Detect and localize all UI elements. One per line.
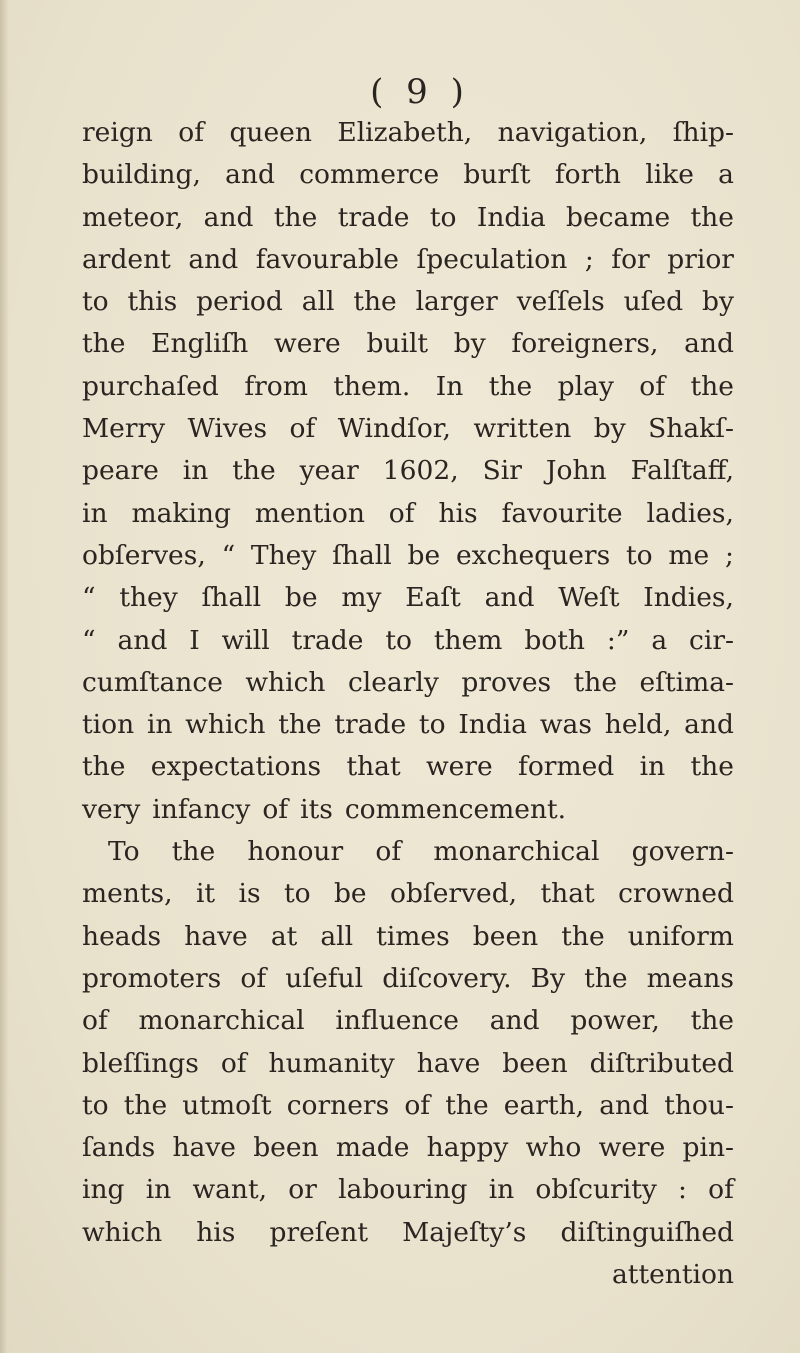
- text-line: peare in the year 1602, Sir John Falſtaff,: [82, 455, 734, 487]
- text-line: reign of queen Elizabeth, navigation, ſhip-: [82, 117, 734, 148]
- text-line: ardent and favourable ſpeculation ; for prior: [82, 243, 734, 275]
- catchword: attention: [612, 1259, 734, 1291]
- text-line: To the honour of monarchical govern-: [108, 836, 734, 868]
- text-line: cumſtance which clearly proves the eſtima-: [82, 666, 734, 698]
- text-line: to the utmoſt corners of the earth, and thou-: [82, 1089, 734, 1121]
- text-line: heads have at all times been the uniform: [82, 920, 734, 952]
- text-line: “ they ſhall be my Eaſt and Weſt Indies,: [82, 582, 734, 614]
- text-line: the expectations that were formed in the: [82, 751, 734, 783]
- text-line: “ and I will trade to them both :” a cir-: [82, 624, 734, 656]
- page-binding-edge: [0, 0, 8, 1353]
- text-line: ſands have been made happy who were pin-: [82, 1132, 734, 1164]
- text-line: very infancy of its commencement.: [82, 793, 567, 825]
- text-line: which his preſent Majeſty’s diſtinguiſhed: [82, 1216, 734, 1248]
- body-text: [82, 112, 734, 1296]
- text-line: the Engliſh were built by foreigners, and: [82, 328, 734, 360]
- text-line: purchaſed from them. In the play of the: [82, 370, 734, 402]
- text-line: ing in want, or labouring in obſcurity : of: [82, 1174, 734, 1206]
- text-line: building, and commerce burſt forth like a: [82, 159, 734, 191]
- text-line: ments, it is to be obſerved, that crowned: [82, 878, 734, 910]
- text-line: to this period all the larger veſſels uſed by: [82, 286, 734, 318]
- text-line: of monarchical influence and power, the: [82, 1005, 734, 1037]
- page-number: ( 9 ): [370, 72, 470, 112]
- text-line: tion in which the trade to India was held, and: [82, 709, 734, 741]
- text-line: promoters of uſeful diſcovery. By the means: [82, 962, 734, 994]
- text-line: Merry Wives of Windſor, written by Shakſ-: [82, 413, 734, 445]
- text-line: meteor, and the trade to India became the: [82, 201, 734, 233]
- text-line: bleſſings of humanity have been diſtributed: [82, 1047, 734, 1079]
- text-line: obſerves, “ They ſhall be exchequers to me ;: [82, 539, 734, 571]
- text-line: in making mention of his favourite ladies,: [82, 497, 734, 529]
